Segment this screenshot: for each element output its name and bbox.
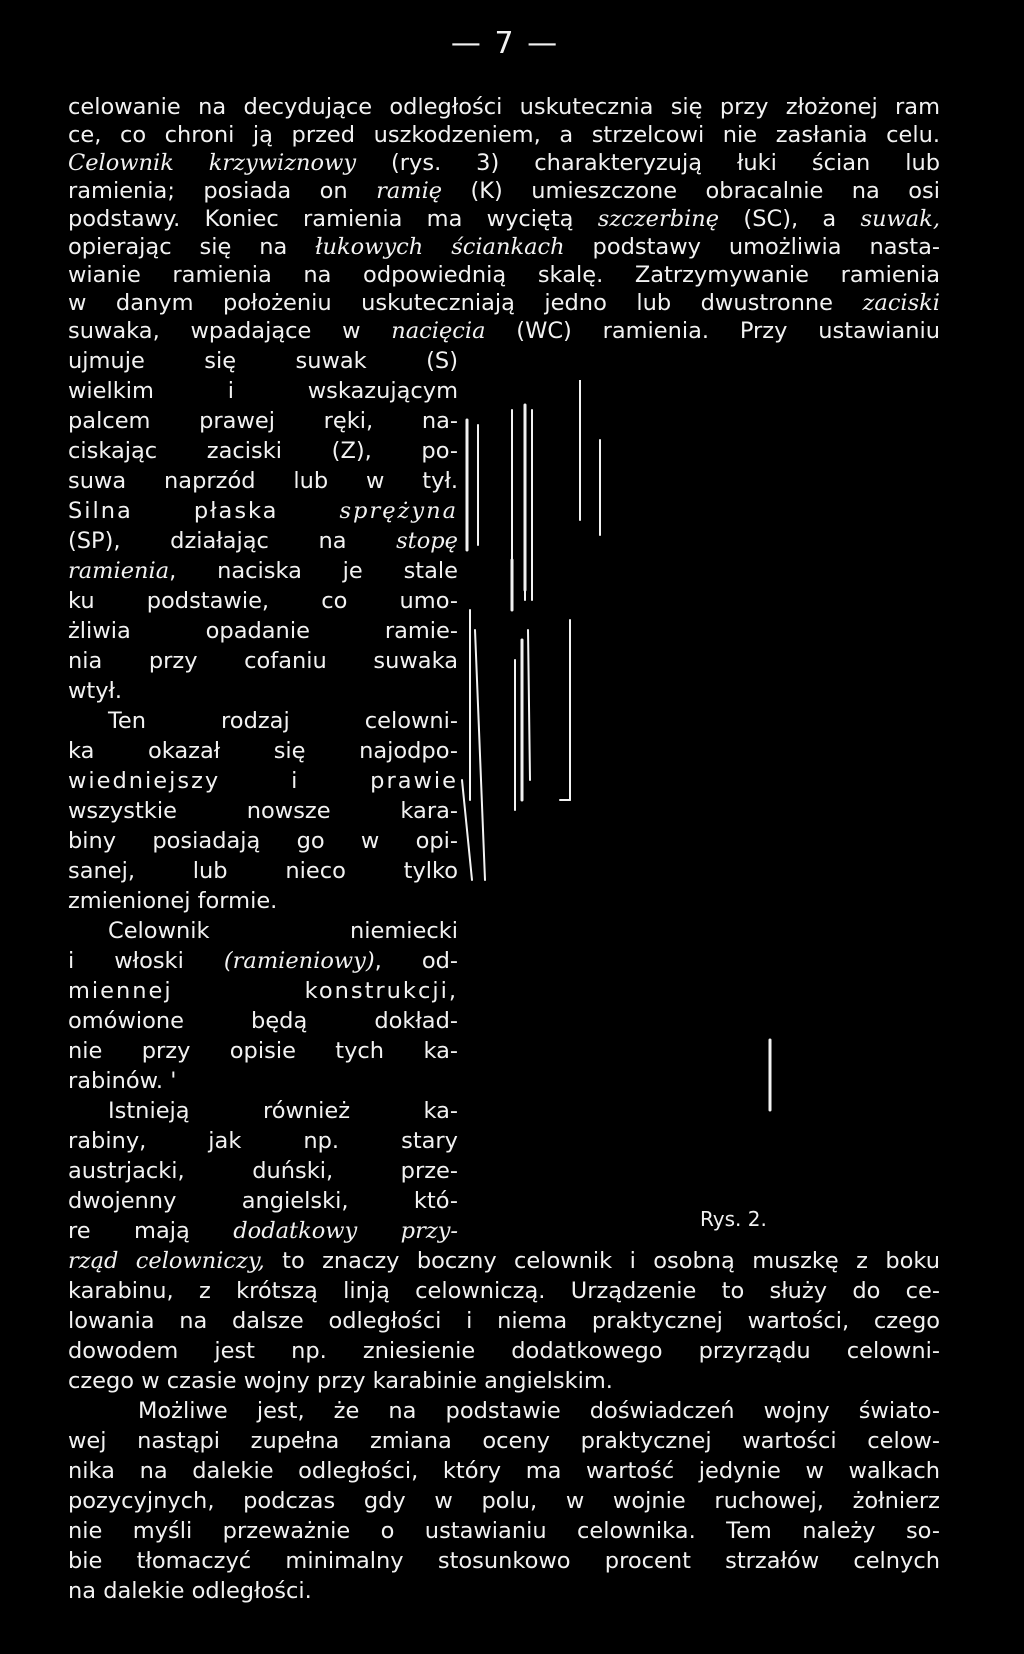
text-line: ramienia, naciska je stale bbox=[68, 558, 458, 584]
text-line: (SP), działając na stopę bbox=[68, 528, 458, 554]
text-line: wielkim i wskazującym bbox=[68, 378, 458, 404]
text-line: podstawy. Koniec ramienia ma wyciętą szczerbinę (SC), a suwak, bbox=[68, 206, 940, 232]
text-line: Celownik niemiecki bbox=[108, 918, 458, 944]
text-line: Celownik krzywiznowy (rys. 3) charakteryzują łuki ścian lub bbox=[68, 150, 940, 176]
text-line: rabiny, jak np. stary bbox=[68, 1128, 458, 1154]
text-line: austrjacki, duński, prze- bbox=[68, 1158, 458, 1184]
sight-figure-drawing bbox=[440, 380, 820, 1160]
text-line: nie myśli przeważnie o ustawianiu celownika. Tem należy so- bbox=[68, 1518, 940, 1544]
text-line: ce, co chroni ją przed uszkodzeniem, a strzelcowi nie zasłania celu. bbox=[68, 122, 940, 148]
figure-line bbox=[475, 630, 485, 880]
text-line: wej nastąpi zupełna zmiana oceny praktycznej wartości celow- bbox=[68, 1428, 940, 1454]
page-number: — 7 — bbox=[450, 26, 560, 61]
text-line: wianie ramienia na odpowiednią skalę. Zatrzymywanie ramienia bbox=[68, 262, 940, 288]
text-line: nie przy opisie tych ka- bbox=[68, 1038, 458, 1064]
text-line: w danym położeniu uskuteczniają jedno lub dwustronne zaciski bbox=[68, 290, 940, 316]
text-line: ku podstawie, co umo- bbox=[68, 588, 458, 614]
text-line: ramienia; posiada on ramię (K) umieszczone obracalnie na osi bbox=[68, 178, 940, 204]
text-line: rabinów. ' bbox=[68, 1068, 177, 1094]
text-line: miennej konstrukcji, bbox=[68, 978, 458, 1004]
text-line: zmienionej formie. bbox=[68, 888, 278, 914]
text-line: pozycyjnych, podczas gdy w polu, w wojnie ruchowej, żołnierz bbox=[68, 1488, 940, 1514]
text-line: żliwia opadanie ramie- bbox=[68, 618, 458, 644]
text-line: suwa naprzód lub w tył. bbox=[68, 468, 458, 494]
text-line: suwaka, wpadające w nacięcia (WC) ramienia. Przy ustawianiu bbox=[68, 318, 940, 344]
text-line: sanej, lub nieco tylko bbox=[68, 858, 458, 884]
text-line: Silna płaska sprężyna bbox=[68, 498, 458, 524]
text-line: ujmuje się suwak (S) bbox=[68, 348, 458, 374]
text-line: ka okazał się najodpo- bbox=[68, 738, 458, 764]
text-line: omówione będą dokład- bbox=[68, 1008, 458, 1034]
text-line: nika na dalekie odległości, który ma wartość jedynie w walkach bbox=[68, 1458, 940, 1484]
text-line: nia przy cofaniu suwaka bbox=[68, 648, 458, 674]
figure-caption: Rys. 2. bbox=[700, 1207, 767, 1231]
text-line: i włoski (ramieniowy), od- bbox=[68, 948, 458, 974]
text-line: Istnieją również ka- bbox=[108, 1098, 458, 1124]
text-line: na dalekie odległości. bbox=[68, 1578, 312, 1604]
text-line: palcem prawej ręki, na- bbox=[68, 408, 458, 434]
text-line: wiedniejszy i prawie bbox=[68, 768, 458, 794]
text-line: wszystkie nowsze kara- bbox=[68, 798, 458, 824]
text-line: biny posiadają go w opi- bbox=[68, 828, 458, 854]
text-line: karabinu, z krótszą linją celowniczą. Urządzenie to służy do ce- bbox=[68, 1278, 940, 1304]
text-line: ciskając zaciski (Z), po- bbox=[68, 438, 458, 464]
text-line: Możliwe jest, że na podstawie doświadczeń wojny świato- bbox=[138, 1398, 940, 1424]
text-line: lowania na dalsze odległości i niema praktycznej wartości, czego bbox=[68, 1308, 940, 1334]
text-line: opierając się na łukowych ściankach podstawy umożliwia nasta- bbox=[68, 234, 940, 260]
text-line: celowanie na decydujące odległości uskutecznia się przy złożonej ram bbox=[68, 94, 940, 120]
text-line: czego w czasie wojny przy karabinie angielskim. bbox=[68, 1368, 613, 1394]
text-line: dwojenny angielski, któ- bbox=[68, 1188, 458, 1214]
text-line: Ten rodzaj celowni- bbox=[108, 708, 458, 734]
text-line: rząd celowniczy, to znaczy boczny celownik i osobną muszkę z boku bbox=[68, 1248, 940, 1274]
text-line: re mają dodatkowy przy- bbox=[68, 1218, 459, 1244]
text-line: bie tłomaczyć minimalny stosunkowo procent strzałów celnych bbox=[68, 1548, 940, 1574]
figure-line bbox=[528, 630, 530, 780]
text-line: wtył. bbox=[68, 678, 123, 704]
text-line: dowodem jest np. zniesienie dodatkowego przyrządu celowni- bbox=[68, 1338, 940, 1364]
